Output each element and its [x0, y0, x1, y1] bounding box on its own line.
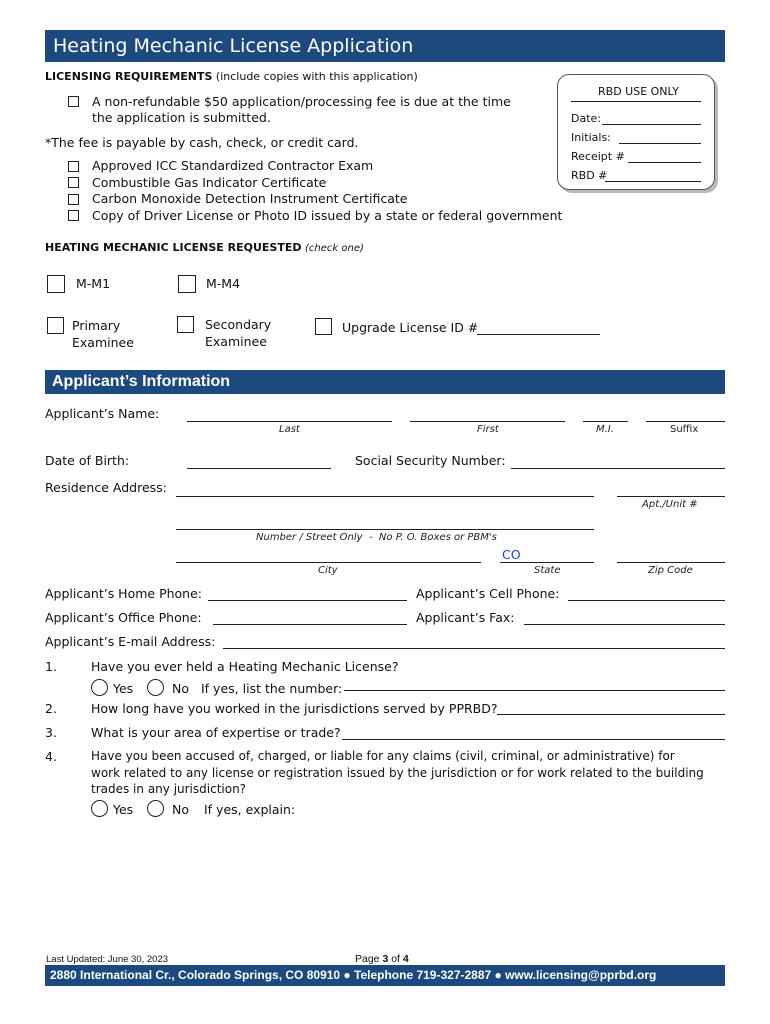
requirement-item: Carbon Monoxide Detection Instrument Certificate — [92, 191, 408, 206]
office-phone-field[interactable] — [213, 624, 407, 625]
form-title-bar — [45, 30, 725, 62]
q1-followup-label: If yes, list the number: — [201, 681, 343, 696]
q1-number: 1. — [45, 659, 57, 674]
cell-phone-label: Applicant’s Cell Phone: — [416, 586, 560, 601]
email-field[interactable] — [223, 648, 725, 649]
requirements-heading: LICENSING REQUIREMENTS (include copies with this application) — [45, 70, 418, 83]
last-updated: Last Updated: June 30, 2023 — [46, 954, 169, 965]
office-phone-label: Applicant’s Office Phone: — [45, 610, 202, 625]
q1-no-label: No — [172, 681, 189, 696]
ssn-label: Social Security Number: — [355, 453, 506, 468]
requirement-item: Combustible Gas Indicator Certificate — [92, 175, 327, 190]
rbd-title: RBD USE ONLY — [598, 85, 679, 98]
q2-number: 2. — [45, 701, 57, 716]
fee-text-2: the application is submitted. — [92, 110, 271, 125]
q1-yes-radio[interactable] — [91, 679, 108, 696]
form-title: Heating Mechanic License Application — [53, 35, 414, 57]
fax-field[interactable] — [524, 624, 725, 625]
apt-unit-caption: Apt./Unit # — [642, 499, 698, 510]
zip-code-caption: Zip Code — [648, 565, 693, 576]
state-value: CO — [502, 547, 521, 562]
gas-indicator-checkbox[interactable] — [68, 177, 79, 188]
first-name-caption: First — [477, 424, 499, 435]
residence-address-label: Residence Address: — [45, 480, 167, 495]
q3-text: What is your area of expertise or trade? — [91, 725, 341, 740]
q4-text-1: Have you been accused of, charged, or liable for any claims (civil, criminal, or administrative) for — [91, 749, 675, 763]
mm4-label: M-M4 — [206, 276, 241, 291]
q4-yes-radio[interactable] — [91, 800, 108, 817]
footer-contact-bar — [45, 965, 725, 986]
q4-no-label: No — [172, 802, 189, 817]
applicant-name-label: Applicant’s Name: — [45, 406, 160, 421]
footer-contact-text: 2880 International Cr., Colorado Springs, CO 80910 ● Telephone 719-327-2887 ● www.licensing@pprbd.org — [50, 968, 657, 982]
upgrade-license-label: Upgrade License ID # — [342, 320, 479, 335]
photo-id-checkbox[interactable] — [68, 210, 79, 221]
secondary-examinee-label-2: Examinee — [205, 334, 267, 349]
rbd-date-line[interactable] — [602, 124, 701, 125]
mm1-label: M-M1 — [76, 276, 111, 291]
payable-note: *The fee is payable by cash, check, or credit card. — [45, 135, 359, 150]
suffix-caption: Suffix — [670, 424, 699, 435]
last-name-field[interactable] — [187, 421, 392, 422]
secondary-examinee-label-1: Secondary — [205, 317, 272, 332]
date-of-birth-label: Date of Birth: — [45, 453, 130, 468]
q3-answer-field[interactable] — [342, 739, 725, 740]
mm4-checkbox[interactable] — [178, 275, 196, 293]
rbd-use-only-box — [557, 74, 715, 190]
q4-number: 4. — [45, 749, 57, 764]
secondary-examinee-checkbox[interactable] — [177, 316, 194, 333]
co-detection-checkbox[interactable] — [68, 194, 79, 205]
q4-text-2: work related to any license or registration issued by the jurisdiction or for work related to the building — [91, 766, 704, 780]
zip-code-field[interactable] — [617, 562, 725, 563]
residence-address-field[interactable] — [176, 496, 594, 497]
q3-number: 3. — [45, 725, 57, 740]
city-field[interactable] — [176, 562, 481, 563]
street-caption: Number / Street Only - No P. O. Boxes or PBM's — [256, 532, 497, 543]
upgrade-license-checkbox[interactable] — [315, 318, 332, 335]
suffix-field[interactable] — [646, 421, 725, 422]
date-of-birth-field[interactable] — [187, 468, 331, 469]
street-line-2-field[interactable] — [176, 529, 594, 530]
middle-initial-caption: M.I. — [596, 424, 614, 435]
q2-answer-field[interactable] — [497, 714, 725, 715]
ssn-field[interactable] — [511, 468, 725, 469]
home-phone-field[interactable] — [208, 600, 407, 601]
rbd-initials-label: Initials: — [571, 131, 611, 144]
email-label: Applicant’s E-mail Address: — [45, 634, 216, 649]
license-requested-heading: HEATING MECHANIC LICENSE REQUESTED (check one) — [45, 241, 364, 254]
cell-phone-field[interactable] — [568, 600, 725, 601]
requirement-item: Copy of Driver License or Photo ID issued by a state or federal government — [92, 208, 563, 223]
apt-unit-field[interactable] — [617, 496, 725, 497]
last-name-caption: Last — [279, 424, 300, 435]
requirement-item: Approved ICC Standardized Contractor Exam — [92, 158, 374, 173]
applicant-section-title: Applicant’s Information — [52, 373, 231, 390]
q1-yes-label: Yes — [113, 681, 134, 696]
rbd-receipt-label: Receipt # — [571, 150, 625, 163]
rbd-number-line[interactable] — [605, 181, 701, 182]
fee-checkbox[interactable] — [68, 96, 79, 107]
home-phone-label: Applicant’s Home Phone: — [45, 586, 203, 601]
q1-text: Have you ever held a Heating Mechanic License? — [91, 659, 399, 674]
primary-examinee-label-2: Examinee — [72, 335, 134, 350]
city-caption: City — [318, 565, 338, 576]
mm1-checkbox[interactable] — [47, 275, 65, 293]
q4-text-3: trades in any jurisdiction? — [91, 782, 247, 796]
upgrade-license-id-field[interactable] — [477, 334, 600, 335]
q4-no-radio[interactable] — [147, 800, 164, 817]
rbd-initials-line[interactable] — [619, 143, 701, 144]
rbd-title-rule — [571, 101, 701, 102]
state-field[interactable] — [500, 562, 594, 563]
fax-label: Applicant’s Fax: — [416, 610, 515, 625]
q1-no-radio[interactable] — [147, 679, 164, 696]
primary-examinee-label-1: Primary — [72, 318, 121, 333]
rbd-date-label: Date: — [571, 112, 601, 125]
applicant-section-bar — [45, 370, 725, 394]
q4-yes-label: Yes — [113, 802, 134, 817]
page-indicator: Page 3 of 4 — [355, 953, 409, 965]
state-caption: State — [534, 565, 561, 576]
primary-examinee-checkbox[interactable] — [47, 317, 64, 334]
first-name-field[interactable] — [410, 421, 565, 422]
q1-license-number-field[interactable] — [344, 690, 725, 691]
fee-text-1: A non-refundable $50 application/processing fee is due at the time — [92, 94, 511, 109]
q2-text: How long have you worked in the jurisdictions served by PPRBD? — [91, 701, 498, 716]
rbd-number-label: RBD # — [571, 169, 608, 182]
rbd-receipt-line[interactable] — [628, 162, 701, 163]
q4-followup-label: If yes, explain: — [204, 802, 296, 817]
icc-exam-checkbox[interactable] — [68, 161, 79, 172]
middle-initial-field[interactable] — [583, 421, 628, 422]
